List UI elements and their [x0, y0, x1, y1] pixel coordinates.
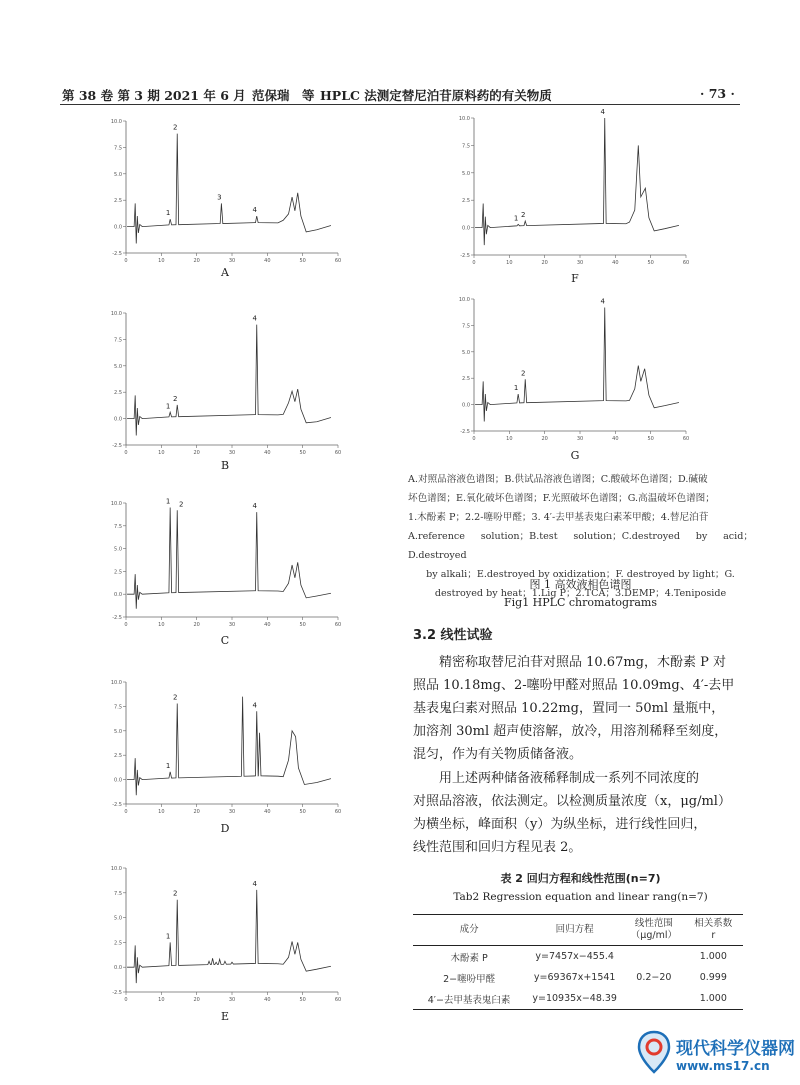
- y-tick-label: 0.0: [114, 777, 122, 784]
- header-title: HPLC 法测定替尼泊苷原料药的有关物质: [320, 88, 552, 103]
- y-tick-label: -2.5: [112, 443, 122, 449]
- x-tick-label: 40: [264, 809, 271, 815]
- peak-label: 4: [600, 108, 605, 116]
- text-line: 加溶剂 30ml 超声使溶解，放冷，用溶剂稀释至刻度，: [413, 724, 728, 739]
- y-tick-label: -2.5: [112, 251, 122, 257]
- panel-label-e: E: [220, 1010, 230, 1023]
- x-tick-label: 10: [506, 260, 513, 266]
- table-header: 回归方程: [525, 915, 624, 946]
- y-tick-label: 10.0: [458, 116, 470, 122]
- table-cell: 木酚素 P: [450, 952, 488, 964]
- panel-label-a: A: [221, 266, 229, 279]
- x-tick-label: 10: [158, 622, 165, 628]
- y-tick-label: 7.5: [462, 143, 470, 150]
- y-tick-label: 0.0: [462, 402, 470, 409]
- panel-label-b: B: [220, 459, 230, 472]
- y-tick-label: 0.0: [462, 225, 470, 232]
- x-tick-label: 0: [124, 450, 128, 456]
- x-tick-label: 30: [576, 436, 584, 442]
- text-line: 混匀，作为有关物质储备液。: [413, 747, 583, 762]
- chromatogram-trace: [127, 325, 331, 436]
- x-tick-label: 60: [682, 436, 690, 442]
- y-tick-label: 0.0: [114, 965, 122, 972]
- table-header: 线性范围 （μg/ml）: [624, 915, 683, 946]
- text-line: 用上述两种储备液稀释制成一系列不同浓度的: [439, 771, 700, 786]
- x-tick-label: 40: [264, 997, 271, 1003]
- chromatogram-g: [458, 293, 688, 443]
- x-tick-label: 60: [334, 997, 342, 1003]
- chromatogram-f: [458, 108, 690, 267]
- header-rule: [60, 104, 740, 105]
- peak-label: 1: [165, 761, 171, 770]
- table-cell: y=7457x−455.4: [535, 951, 614, 962]
- x-tick-label: 0: [124, 809, 128, 815]
- caption-line: destroyed by heat；1.Lig P；2.TCA；3.DEMP；4.Teniposide: [434, 588, 727, 599]
- site-watermark: [636, 1030, 795, 1078]
- paragraph-1: [413, 651, 743, 766]
- chromatogram-c: [110, 497, 340, 629]
- x-tick-label: 40: [264, 450, 271, 456]
- section-heading: 3.2 线性试验: [413, 628, 493, 643]
- x-tick-label: 20: [193, 997, 200, 1003]
- chromatogram-trace: [127, 697, 331, 796]
- chromatogram-e: [110, 862, 340, 1004]
- table-cell: 1.000: [699, 951, 727, 962]
- header-authors: 范保瑞 等: [252, 88, 315, 103]
- x-tick-label: 50: [299, 622, 306, 628]
- y-tick-label: 10.0: [110, 680, 122, 686]
- peak-label: 4: [252, 701, 257, 710]
- y-tick-label: 10.0: [110, 501, 122, 507]
- x-tick-label: 20: [193, 809, 200, 815]
- peak-label: 1: [165, 932, 171, 941]
- x-tick-label: 50: [299, 450, 306, 456]
- y-tick-label: 2.5: [114, 569, 122, 576]
- x-tick-label: 30: [576, 260, 584, 266]
- watermark-url: www.ms17.cn: [676, 1059, 770, 1073]
- chromatogram-trace: [127, 134, 331, 244]
- chromatogram-trace: [127, 890, 331, 983]
- y-tick-label: 2.5: [114, 753, 122, 760]
- y-tick-label: 5.0: [114, 546, 122, 553]
- caption-line: 1.木酚素 P；2.2-噻吩甲醛；3. 4′-去甲基表鬼臼素苯甲酸；4.替尼泊苷: [408, 512, 709, 523]
- x-tick-label: 30: [228, 258, 236, 264]
- table-cell: 1.000: [684, 988, 743, 1010]
- y-tick-label: 2.5: [114, 940, 122, 947]
- x-tick-label: 20: [541, 436, 548, 442]
- x-tick-label: 10: [158, 997, 165, 1003]
- x-tick-label: 50: [299, 809, 306, 815]
- y-tick-label: 5.0: [114, 171, 122, 178]
- y-tick-label: 5.0: [462, 170, 470, 177]
- table-header: 相关系数 r: [684, 915, 743, 946]
- y-tick-label: -2.5: [460, 253, 470, 259]
- peak-label: 2: [172, 889, 178, 898]
- y-tick-label: 2.5: [462, 376, 470, 383]
- y-tick-label: -2.5: [112, 802, 122, 808]
- text-line: 基表鬼臼素对照品 10.22mg，置同一 50ml 量瓶中，: [413, 701, 725, 716]
- table-cell: y=69367x+1541: [533, 972, 616, 983]
- x-tick-label: 10: [158, 258, 165, 264]
- x-tick-label: 40: [612, 436, 619, 442]
- x-tick-label: 10: [158, 809, 165, 815]
- x-tick-label: 60: [334, 258, 342, 264]
- chromatogram-trace: [127, 508, 331, 609]
- x-tick-label: 20: [541, 260, 548, 266]
- y-tick-label: 2.5: [114, 390, 122, 397]
- y-tick-label: 2.5: [114, 198, 122, 205]
- x-tick-label: 10: [506, 436, 513, 442]
- table-cell: 0.2−20: [636, 972, 672, 983]
- text-line: 精密称取替尼泊苷对照品 10.67mg，木酚素 P 对: [439, 655, 727, 670]
- caption-line: A.reference solution；B.test solution；C.destroyed by acid；D.destroyed: [408, 531, 753, 561]
- caption-line: 坏色谱图；E.氧化破坏色谱图；F.光照破坏色谱图；G.高温破坏色谱图；: [408, 493, 715, 504]
- table-title-cn: 表 2 回归方程和线性范围(n=7): [500, 872, 661, 885]
- peak-label: 3: [217, 193, 222, 202]
- panel-label-g: G: [570, 449, 580, 462]
- journal-issue: 第 38 卷 第 3 期 2021 年 6 月: [62, 88, 246, 103]
- y-tick-label: 7.5: [114, 145, 122, 152]
- x-tick-label: 0: [472, 436, 476, 442]
- table-cell: y=10935x−48.39: [525, 988, 624, 1010]
- y-tick-label: 2.5: [462, 198, 470, 205]
- text-line: 为横坐标，峰面积（y）为纵坐标，进行线性回归，: [413, 817, 707, 832]
- panel-label-c: C: [220, 634, 230, 647]
- peak-label: 4: [252, 502, 257, 511]
- chromatogram-trace: [475, 307, 679, 421]
- table-cell: 0.999: [699, 972, 727, 983]
- peak-label: 4: [252, 879, 257, 888]
- x-tick-label: 30: [228, 809, 236, 815]
- table-title-en: Tab2 Regression equation and linear rang(n=7): [453, 891, 708, 903]
- location-pin-icon: [636, 1030, 672, 1074]
- chromatogram-d: [110, 676, 340, 816]
- peak-label: 1: [165, 209, 171, 218]
- x-tick-label: 50: [647, 260, 654, 266]
- peak-label: 4: [252, 314, 257, 323]
- y-tick-label: 7.5: [462, 323, 470, 330]
- chromatogram-b: [110, 307, 340, 457]
- x-tick-label: 60: [334, 450, 342, 456]
- figure-title-en: Fig1 HPLC chromatograms: [504, 596, 657, 609]
- x-tick-label: 30: [228, 997, 236, 1003]
- x-tick-label: 40: [264, 258, 271, 264]
- x-tick-label: 40: [612, 260, 619, 266]
- y-tick-label: 7.5: [114, 337, 122, 344]
- y-tick-label: 10.0: [110, 119, 122, 125]
- y-tick-label: 0.0: [114, 416, 122, 423]
- caption-line: A.对照品溶液色谱图；B.供试品溶液色谱图；C.酸破坏色谱图；D.碱破: [408, 474, 708, 485]
- paragraph-2: [413, 767, 743, 859]
- page-number: · 73 ·: [700, 86, 735, 101]
- figure-title-cn: 图 1 高效液相色谱图: [529, 578, 632, 591]
- y-tick-label: 7.5: [114, 704, 122, 711]
- regression-table: [413, 914, 743, 1010]
- x-tick-label: 0: [124, 622, 128, 628]
- peak-label: 2: [520, 369, 526, 378]
- table-cell: 2−噻吩甲醛: [443, 973, 496, 985]
- y-tick-label: -2.5: [112, 990, 122, 996]
- x-tick-label: 50: [299, 997, 306, 1003]
- x-tick-label: 20: [193, 258, 200, 264]
- peak-label: 2: [172, 693, 178, 702]
- y-tick-label: 5.0: [114, 363, 122, 370]
- peak-label: 1: [165, 497, 171, 506]
- peak-label: 1: [513, 384, 519, 393]
- y-tick-label: 10.0: [458, 297, 470, 303]
- peak-label: 2: [172, 394, 178, 403]
- table-row: [413, 946, 743, 968]
- table-cell: [624, 946, 683, 968]
- x-tick-label: 60: [334, 622, 342, 628]
- peak-label: 2: [520, 211, 526, 220]
- x-tick-label: 0: [472, 260, 476, 266]
- chromatogram-trace: [475, 118, 679, 245]
- table-row: [413, 988, 743, 1010]
- peak-label: 1: [165, 402, 171, 411]
- y-tick-label: 10.0: [110, 311, 122, 317]
- y-tick-label: -2.5: [460, 429, 470, 435]
- y-tick-label: 5.0: [114, 728, 122, 735]
- y-tick-label: 0.0: [114, 224, 122, 231]
- y-tick-label: 7.5: [114, 523, 122, 530]
- peak-label: 4: [600, 297, 605, 306]
- watermark-text: 现代科学仪器网: [676, 1039, 795, 1059]
- text-line: 对照品溶液，依法测定。以检测质量浓度（x，μg/ml）: [413, 794, 731, 809]
- caption-line: by alkali；E.destroyed by oxidization；F. destroyed by light；G.: [426, 569, 735, 580]
- table-row: [413, 967, 743, 988]
- peak-label: 2: [178, 500, 184, 509]
- peak-label: 2: [172, 123, 178, 132]
- peak-label: 1: [513, 214, 519, 223]
- x-tick-label: 20: [193, 450, 200, 456]
- x-tick-label: 50: [647, 436, 654, 442]
- text-line: 线性范围和回归方程见表 2。: [413, 840, 582, 855]
- peak-label: 4: [252, 206, 257, 215]
- y-tick-label: 7.5: [114, 890, 122, 897]
- table-cell: [624, 988, 683, 1010]
- chromatogram-a: [110, 115, 340, 265]
- x-tick-label: 0: [124, 997, 128, 1003]
- y-tick-label: 10.0: [110, 866, 122, 872]
- y-tick-label: 5.0: [462, 349, 470, 356]
- text-line: 照品 10.18mg、2-噻吩甲醛对照品 10.09mg、4′-去甲: [413, 678, 735, 693]
- panel-label-d: D: [220, 822, 230, 835]
- table-header: 成分: [413, 915, 525, 946]
- panel-label-f: F: [571, 272, 579, 285]
- y-tick-label: -2.5: [112, 615, 122, 621]
- x-tick-label: 20: [193, 622, 200, 628]
- table-cell: 4′−去甲基表鬼臼素: [413, 988, 525, 1010]
- x-tick-label: 0: [124, 258, 128, 264]
- x-tick-label: 30: [228, 450, 236, 456]
- y-tick-label: 0.0: [114, 592, 122, 599]
- x-tick-label: 10: [158, 450, 165, 456]
- x-tick-label: 40: [264, 622, 271, 628]
- y-tick-label: 5.0: [114, 915, 122, 922]
- x-tick-label: 60: [682, 260, 690, 266]
- x-tick-label: 60: [334, 809, 342, 815]
- x-tick-label: 30: [228, 622, 236, 628]
- x-tick-label: 50: [299, 258, 306, 264]
